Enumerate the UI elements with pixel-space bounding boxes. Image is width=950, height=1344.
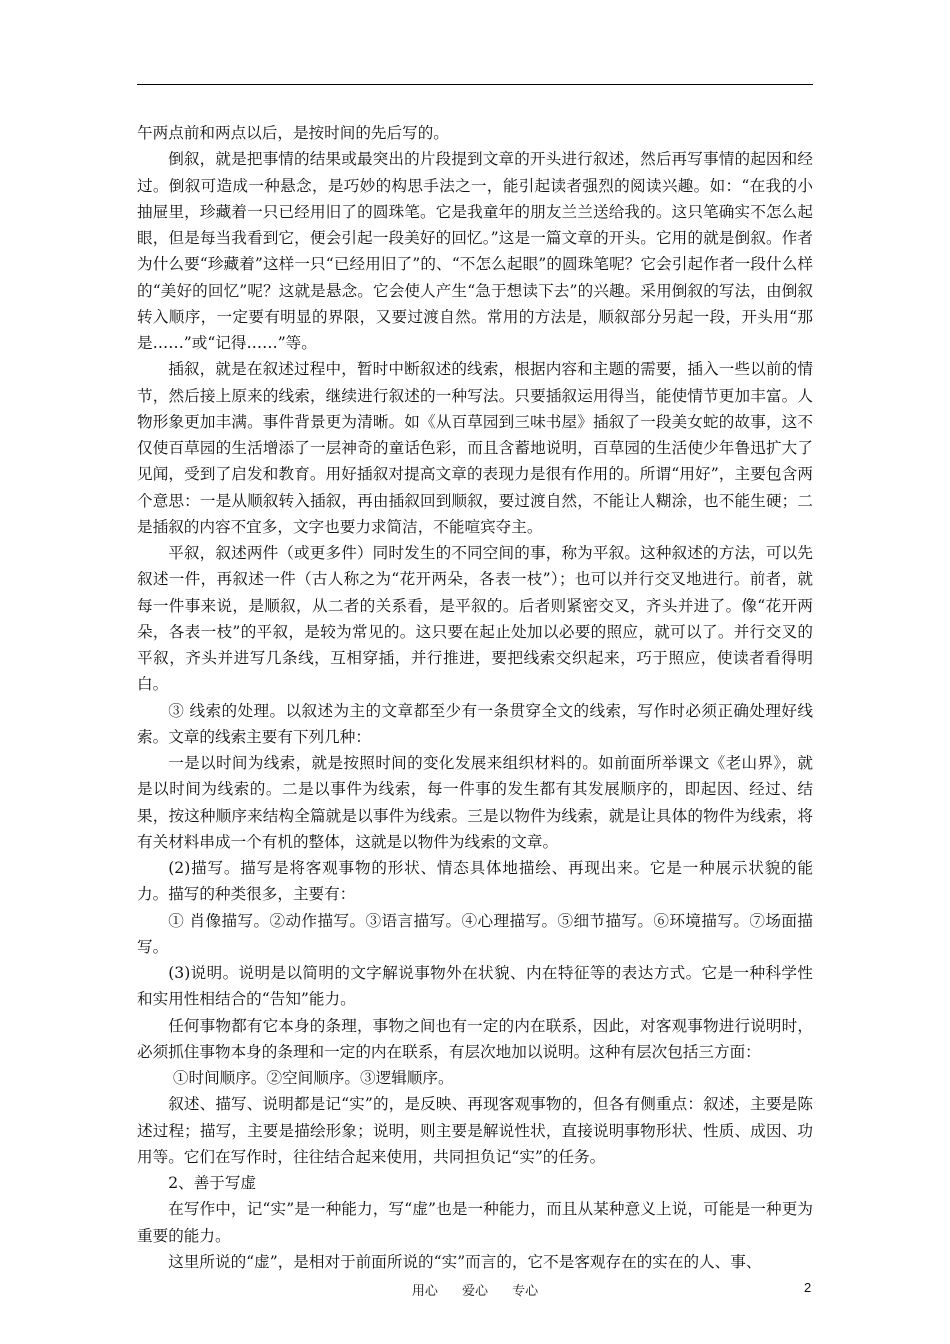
paragraph-explanation: (3)说明。说明是以简明的文字解说事物外在状貌、内在特征等的表达方式。它是一种科学性和实用性相结合的“告知”能力。 — [137, 964, 813, 1009]
paragraph-flashback: 倒叙，就是把事情的结果或最突出的片段提到文章的开头进行叙述，然后再写事情的起因和经过。倒叙可造成一种悬念，是巧妙的构思手法之一，能引起读者强烈的阅读兴趣。如：“在我的小抽屉里，珍藏着一只已经用旧了的圆珠笔。它是我童年的朋友兰兰送给我的。这只笔确实不怎么起眼，但是每当我看到它，便会引起一段美好的回忆。”这是一篇文章的开头。它用的就是倒叙。作者为什么要“珍藏着”这样一只“已经用旧了”的、“不怎么起眼”的圆珠笔呢？它会引起作者一段什么样的“美好的回忆”呢？这就是悬念。它会使人产生“急于想读下去”的兴趣。采用倒叙的写法，由倒叙转入顺序，一定要有明显的界限，又要过渡自然。常用的方法是，顺叙部分另起一段，开头用“那是……”或“记得……”等。 — [137, 150, 813, 352]
paragraph-summary: 叙述、描写、说明都是记“实”的，是反映、再现客观事物的，但各有侧重点：叙述，主要是陈述过程；描写，主要是描绘形象；说明，则主要是解说性状，直接说明事物形状、性质、成因、功用等。它们在写作时，往往结合起来使用，共同担负记“实”的任务。 — [137, 1095, 813, 1166]
paragraph-virtual-definition: 这里所说的“虚”，是相对于前面所说的“实”而言的，它不是客观存在的实在的人、事、 — [168, 1252, 762, 1271]
paragraph-clue-types: 一是以时间为线索，就是按照时间的变化发展来组织材料的。如前面所举课文《老山界》，就是以时间为线索的。二是以事件为线索，每一件事的发生都有其发展顺序的，即起因、经过、结果，按这种顺序来结构全篇就是以事件为线索。三是以物件为线索，就是让具体的物件为线索，将有关材料串成一个有机的整体，这就是以物件为线索的文章。 — [137, 754, 813, 851]
paragraph-continuation: 午两点前和两点以后，是按时间的先后写的。 — [137, 124, 449, 142]
footer-motto-word: 专心 — [512, 1284, 539, 1299]
paragraph-order-list: ①时间顺序。②空间顺序。③逻辑顺序。 — [172, 1069, 454, 1087]
document-body — [137, 120, 813, 1275]
paragraph-clue-handling: ③ 线索的处理。以叙述为主的文章都至少有一条贯穿全文的线索，写作时必须正确处理好线索。文章的线索主要有下列几种： — [137, 701, 813, 746]
paragraph-parallel: 平叙，叙述两件（或更多件）同时发生的不同空间的事，称为平叙。这种叙述的方法，可以先叙述一件，再叙述一件（古人称之为“花开两朵，各表一枝”）；也可以并行交叉地进行。前者，就每一件事来说，是顺叙，从二者的关系看，是平叙的。后者则紧密交叉，齐头并进了。像“花开两朵，各表一枝”的平叙，是较为常见的。这只要在起止处加以必要的照应，就可以了。并行交叉的平叙，齐头并进写几条线，互相穿插，并行推进，要把线索交织起来，巧于照应，使读者看得明白。 — [137, 544, 813, 694]
paragraph-interjection: 插叙，就是在叙述过程中，暂时中断叙述的线索，根据内容和主题的需要，插入一些以前的情节，然后接上原来的线索，继续进行叙述的一种写法。只要插叙运用得当，能使情节更加丰富。人物形象更加丰满。事件背景更为清晰。如《从百草园到三味书屋》插叙了一段美女蛇的故事，这不仅使百草园的生活增添了一层神奇的童话色彩，而且含蓄地说明，百草园的生活使少年鲁迅扩大了见闻，受到了启发和教育。用好插叙对提高文章的表现力是很有作用的。所谓“用好”，主要包含两个意思：一是从顺叙转入插叙，再由插叙回到顺叙，要过渡自然，不能让人糊涂，也不能生硬；二是插叙的内容不宜多，文字也要力求简洁，不能喧宾夺主。 — [137, 360, 813, 536]
header-rule — [137, 84, 813, 85]
page-number: 2 — [804, 1280, 812, 1295]
paragraph-description-types: ① 肖像描写。②动作描写。③语言描写。④心理描写。⑤细节描写。⑥环境描写。⑦场面描写。 — [137, 911, 813, 956]
footer-motto-word: 用心 — [411, 1284, 438, 1299]
footer-motto-word: 爱心 — [461, 1284, 488, 1299]
paragraph-virtual-ability: 在写作中，记“实”是一种能力，写“虚”也是一种能力，而且从某种意义上说，可能是一种更为重要的能力。 — [137, 1200, 813, 1245]
section-heading-write-virtual: 2、善于写虚 — [168, 1174, 257, 1192]
paragraph-explanation-order: 任何事物都有它本身的条理，事物之间也有一定的内在联系，因此，对客观事物进行说明时，必须抓住事物本身的条理和一定的内在联系，有层次地加以说明。这种有层次包括三方面： — [137, 1016, 813, 1061]
paragraph-description: (2)描写。描写是将客观事物的形状、情态具体地描绘、再现出来。它是一种展示状貌的能力。描写的种类很多，主要有： — [137, 859, 813, 904]
